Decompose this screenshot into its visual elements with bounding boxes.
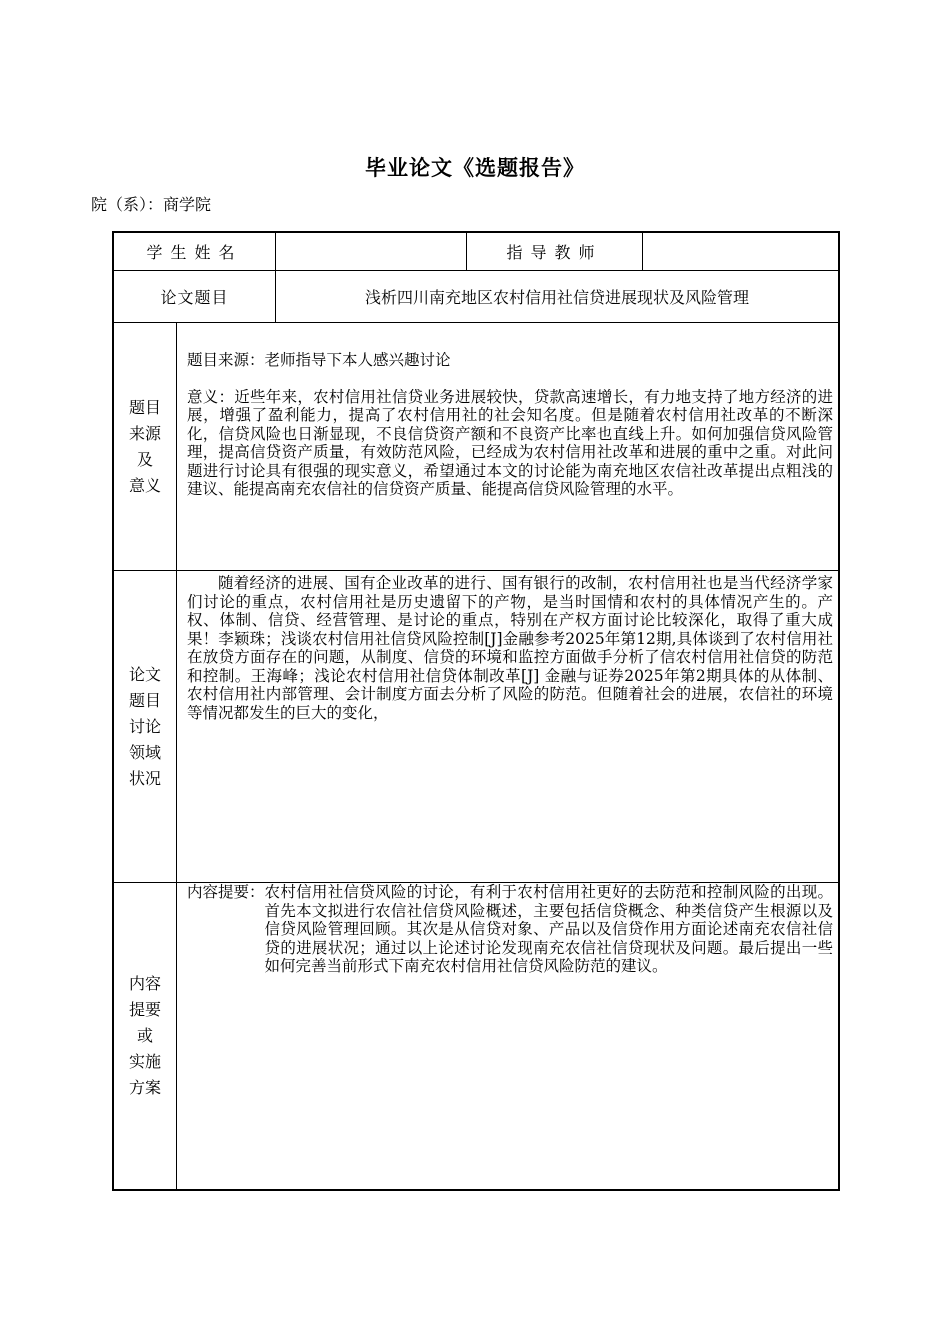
document-title: 毕业论文《选题报告》 [365,155,585,180]
label-line: 或 [136,1026,153,1045]
label-line: 论文 [128,664,161,684]
label-line: 实施 [128,1052,161,1071]
advisor-label: 指导教师 [506,243,603,262]
column-divider [176,322,177,1189]
research-status-content [187,574,833,722]
summary-label: 内容提要： [187,883,265,901]
label-line: 内容 [128,974,161,993]
row-divider [114,322,838,323]
proposal-form [112,231,840,1191]
row-divider [114,570,838,571]
label-line: 领域 [128,742,161,762]
label-line: 提要 [128,1000,161,1019]
label-line: 方案 [128,1078,161,1097]
label-line: 讨论 [128,716,161,736]
student-name-field[interactable] [276,233,466,270]
source-significance-label [114,323,176,570]
label-line: 及 [136,449,153,469]
source-significance-content [187,351,833,499]
summary-plan-label [114,883,176,1189]
topic-source-text: 题目来源：老师指导下本人感兴趣讨论 [187,351,451,369]
thesis-title-label: 论文题目 [160,288,229,307]
label-line: 来源 [128,423,161,443]
summary-text: 农村信用社信贷风险的讨论，有利于农村信用社更好的去防范和控制风险的出现。首先本文拟进行农信社信贷风险概述，主要包括信贷概念、种类信贷产生根源以及信贷风险管理回顾。其次是从信贷对象、产品以及信贷作用方面论述南充农信社信贷的进展状况；通过以上论述讨论发现南充农信社信贷现状及问题。最后提出一些如何完善当前形式下南充农村信用社信贷风险防范的建议。 [264,883,833,975]
thesis-title-value: 浅析四川南充地区农村信用社信贷进展现状及风险管理 [364,288,749,307]
department-label: 院（系）：商学院 [91,195,212,214]
advisor-field[interactable] [643,233,838,270]
summary-content [187,883,833,976]
student-name-label: 学生姓名 [146,243,243,262]
label-line: 题目 [128,397,161,417]
label-line: 状况 [128,768,161,788]
research-status-label [114,571,176,882]
label-line: 意义 [128,475,161,495]
label-line: 题目 [128,690,161,710]
significance-text: 意义：近些年来，农村信用社信贷业务进展较快，贷款高速增长，有力地支持了地方经济的进展，增强了盈利能力，提高了农村信用社的社会知名度。但是随着农村信用社改革的不断深化，信贷风险也日渐显现，不良信贷资产额和不良资产比率也直线上升。如何加强信贷风险管理，提高信贷资产质量，有效防范风险，已经成为农村信用社改革和进展的重中之重。对此问题进行讨论具有很强的现实意义，希望通过本文的讨论能为南充地区农信社改革提出点粗浅的建议、能提高南充农信社的信贷资产质量、能提高信贷风险管理的水平。 [187,387,833,498]
research-status-text: 随着经济的进展、国有企业改革的进行、国有银行的改制，农村信用社也是当代经济学家们讨论的重点，农村信用社是历史遗留下的产物，是当时国情和农村的具体情况产生的。产权、体制、信贷、经营管理、是讨论的重点，特别在产权方面讨论比较深化，取得了重大成果！李颖珠；浅谈农村信用社信贷风险控制[J]金融参考2025年第12期,具体谈到了农村信用社在放贷方面存在的问题，从制度、信贷的环境和监控方面做手分析了信农村信用社信贷的防范和控制。王海峰；浅论农村信用社信贷体制改革[J] 金融与证券2025年第2期具体的从体制、农村信用社内部管理、会计制度方面去分析了风险的防范。但随着社会的进展，农信社的环境等情况都发生的巨大的变化， [187,574,833,722]
